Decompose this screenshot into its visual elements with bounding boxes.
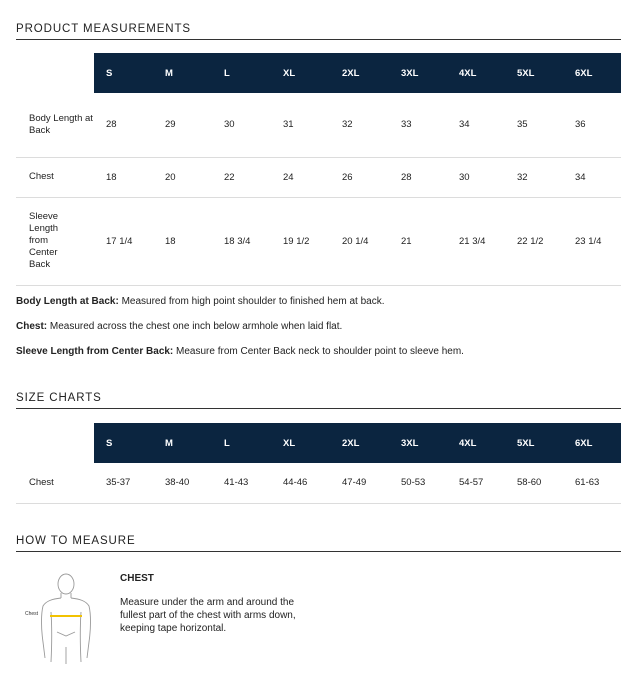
size-header-cell: XL (271, 423, 330, 463)
table-cell: 23 1/4 (563, 197, 621, 285)
table-row (16, 93, 621, 157)
size-header-cell: XL (271, 53, 330, 93)
note-term: Body Length at Back: (16, 296, 119, 307)
size-charts-table (16, 423, 621, 504)
table-cell: 21 (389, 197, 447, 285)
size-header-cell: 5XL (505, 53, 563, 93)
chest-measure-text: Measure under the arm and around the fullest part of the chest with arms down, keeping tape horizontal. (120, 597, 296, 634)
row-label: Body Length at Back (16, 93, 94, 157)
size-header-cell: 5XL (505, 423, 563, 463)
size-header-cell: S (94, 423, 153, 463)
note-term: Sleeve Length from Center Back: (16, 346, 174, 357)
table-cell: 58-60 (505, 463, 563, 503)
table-cell: 30 (212, 93, 271, 157)
table-cell: 50-53 (389, 463, 447, 503)
note-text: Measured across the chest one inch below armhole when laid flat. (47, 321, 343, 332)
table-cell: 61-63 (563, 463, 621, 503)
chest-measure-heading: CHEST (120, 573, 154, 584)
table-row (16, 463, 621, 503)
row-label: Chest (16, 463, 94, 503)
size-header-cell: 2XL (330, 423, 389, 463)
row-label: Sleeve Length from Center Back (16, 197, 94, 285)
size-header-cell: 3XL (389, 423, 447, 463)
table-cell: 24 (271, 157, 330, 197)
header-blank-cell (16, 53, 94, 93)
measurement-notes (16, 296, 621, 371)
table-cell: 22 (212, 157, 271, 197)
size-header-cell: 4XL (447, 423, 505, 463)
chest-figure-label: Chest (25, 611, 39, 617)
table-cell: 35 (505, 93, 563, 157)
table-cell: 20 1/4 (330, 197, 389, 285)
size-header-cell: 4XL (447, 53, 505, 93)
table-cell: 34 (447, 93, 505, 157)
table-cell: 21 3/4 (447, 197, 505, 285)
header-blank-cell (16, 423, 94, 463)
table-cell: 34 (563, 157, 621, 197)
table-cell: 18 (94, 157, 153, 197)
size-header-row (16, 53, 621, 93)
size-charts-title: SIZE CHARTS (16, 392, 621, 409)
table-cell: 36 (563, 93, 621, 157)
table-cell: 31 (271, 93, 330, 157)
note-term: Chest: (16, 321, 48, 332)
table-cell: 26 (330, 157, 389, 197)
table-cell: 47-49 (330, 463, 389, 503)
note-body-length (16, 296, 621, 321)
table-cell: 20 (153, 157, 212, 197)
table-cell: 30 (447, 157, 505, 197)
row-label: Chest (16, 157, 94, 197)
size-header-cell: M (153, 53, 212, 93)
table-cell: 54-57 (447, 463, 505, 503)
size-header-cell: 6XL (563, 423, 621, 463)
table-cell: 38-40 (153, 463, 212, 503)
table-cell: 44-46 (271, 463, 330, 503)
size-header-cell: L (212, 423, 271, 463)
product-measurements-table (16, 53, 621, 286)
table-cell: 32 (505, 157, 563, 197)
table-cell: 41-43 (212, 463, 271, 503)
table-cell: 33 (389, 93, 447, 157)
table-cell: 17 1/4 (94, 197, 153, 285)
size-header-row (16, 423, 621, 463)
table-cell: 32 (330, 93, 389, 157)
table-row (16, 197, 621, 285)
table-cell: 22 1/2 (505, 197, 563, 285)
table-cell: 35-37 (94, 463, 153, 503)
table-cell: 29 (153, 93, 212, 157)
table-cell: 28 (94, 93, 153, 157)
size-header-cell: 2XL (330, 53, 389, 93)
chest-measure-instructions (120, 573, 320, 635)
size-header-cell: M (153, 423, 212, 463)
table-cell: 18 3/4 (212, 197, 271, 285)
size-header-cell: L (212, 53, 271, 93)
table-cell: 18 (153, 197, 212, 285)
product-measurements-title: PRODUCT MEASUREMENTS (16, 23, 621, 40)
size-header-cell: 6XL (563, 53, 621, 93)
note-chest (16, 321, 621, 346)
torso-measure-illustration (22, 572, 102, 667)
note-sleeve-length (16, 346, 621, 371)
size-header-cell: S (94, 53, 153, 93)
table-cell: 19 1/2 (271, 197, 330, 285)
note-text: Measured from high point shoulder to finished hem at back. (118, 296, 385, 307)
note-text: Measure from Center Back neck to shoulder point to sleeve hem. (173, 346, 464, 357)
size-header-cell: 3XL (389, 53, 447, 93)
torso-outline (42, 574, 91, 664)
table-row (16, 157, 621, 197)
table-cell: 28 (389, 157, 447, 197)
how-to-measure-title: HOW TO MEASURE (16, 535, 621, 552)
